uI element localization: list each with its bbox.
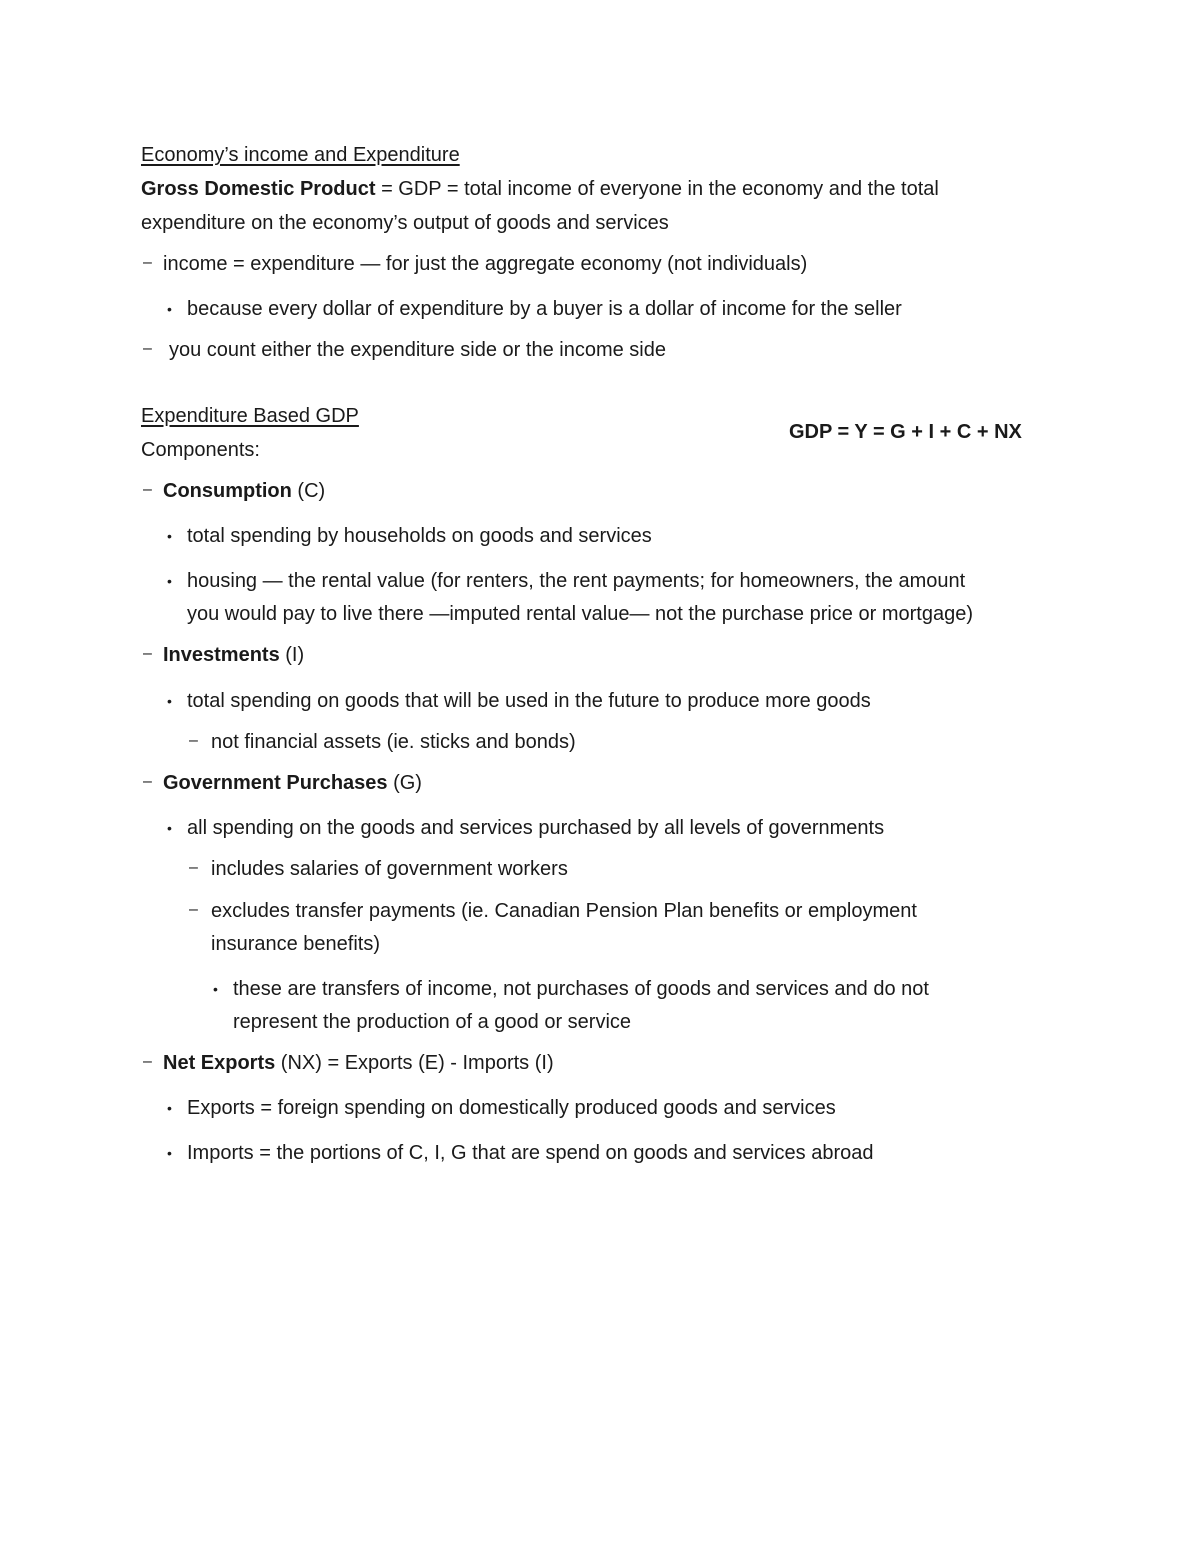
dash-marker: –	[143, 1053, 152, 1070]
consumption-term: Consumption	[163, 480, 292, 502]
government-sub-1: includes salaries of government workers	[211, 858, 568, 880]
gdp-definition-line1	[141, 177, 939, 201]
net-exports-term: Net Exports	[163, 1052, 276, 1074]
consumption-bullet-1: total spending by households on goods and services	[187, 525, 652, 547]
government-bullet-1: all spending on the goods and services purchased by all levels of governments	[187, 817, 885, 839]
component-net-exports	[163, 1051, 554, 1075]
bullet-marker: •	[167, 1145, 172, 1161]
dash-marker: –	[143, 773, 152, 790]
consumption-bullet-2-line1: housing — the rental value (for renters, the rent payments; for homeowners, the amount	[187, 570, 966, 592]
point-income-equals-expenditure: income = expenditure — for just the aggregate economy (not individuals)	[163, 253, 808, 275]
section-heading-income-expenditure: Economy’s income and Expenditure	[141, 144, 460, 166]
investments-bullet-1: total spending on goods that will be used in the future to produce more goods	[187, 690, 871, 712]
net-exports-formula: (NX) = Exports (E) - Imports (I)	[275, 1052, 554, 1074]
government-sub-2-line1: excludes transfer payments (ie. Canadian Pension Plan benefits or employment	[211, 900, 917, 922]
net-exports-bullet-1: Exports = foreign spending on domestically produced goods and services	[187, 1097, 836, 1119]
net-exports-bullet-2: Imports = the portions of C, I, G that are spend on goods and services abroad	[187, 1142, 874, 1164]
gdp-term: Gross Domestic Product	[141, 178, 376, 200]
gdp-formula: GDP = Y = G + I + C + NX	[789, 421, 1022, 443]
government-subsub-line1: these are transfers of income, not purchases of goods and services and do not	[233, 978, 929, 1000]
consumption-bullet-2-line2: you would pay to live there —imputed rental value— not the purchase price or mortgage)	[187, 603, 973, 625]
investments-abbr: (I)	[279, 644, 305, 666]
point-count-either-side: you count either the expenditure side or the income side	[169, 339, 666, 361]
bullet-marker: •	[167, 301, 172, 317]
government-sub-2-line2: insurance benefits)	[211, 933, 380, 955]
gdp-definition-line2: expenditure on the economy’s output of goods and services	[141, 212, 669, 234]
dash-marker: –	[189, 732, 198, 749]
component-investments	[163, 643, 304, 667]
bullet-marker: •	[167, 820, 172, 836]
bullet-marker: •	[167, 528, 172, 544]
components-label: Components:	[141, 439, 260, 461]
government-abbr: (G)	[387, 772, 422, 794]
investments-term: Investments	[163, 644, 280, 666]
bullet-marker: •	[167, 693, 172, 709]
bullet-marker: •	[167, 573, 172, 589]
dash-marker: –	[143, 254, 152, 271]
dash-marker: –	[189, 901, 198, 918]
bullet-marker: •	[167, 1100, 172, 1116]
component-government-purchases	[163, 771, 422, 795]
gdp-definition-text: = GDP = total income of everyone in the economy and the total	[375, 178, 939, 200]
consumption-abbr: (C)	[291, 480, 326, 502]
point-every-dollar: because every dollar of expenditure by a buyer is a dollar of income for the seller	[187, 298, 902, 320]
dash-marker: –	[143, 645, 152, 662]
dash-marker: –	[143, 340, 152, 357]
section-heading-expenditure-gdp: Expenditure Based GDP	[141, 405, 359, 427]
government-term: Government Purchases	[163, 772, 388, 794]
component-consumption	[163, 479, 325, 503]
dash-marker: –	[189, 859, 198, 876]
dash-marker: –	[143, 481, 152, 498]
bullet-marker: •	[213, 981, 218, 997]
government-subsub-line2: represent the production of a good or service	[233, 1011, 632, 1033]
investments-sub-1: not financial assets (ie. sticks and bonds)	[211, 731, 576, 753]
